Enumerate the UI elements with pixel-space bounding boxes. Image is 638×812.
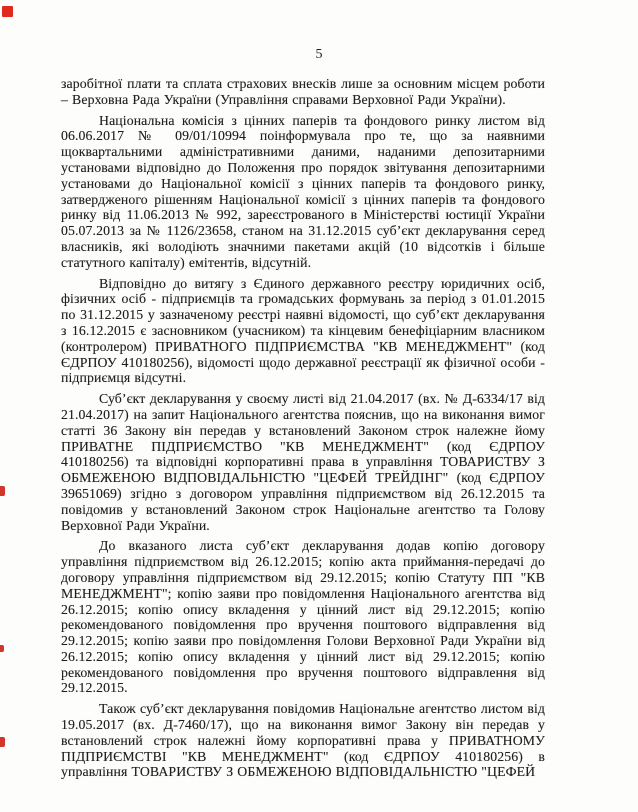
paragraph-securities-commission: Національна комісія з цінних паперів та фондового ринку листом від 06.06.2017 № 09/01/10994 поінформувала про те, що за наявними щоквартальними адміністративними даними, наданими депозитарними установами відповідно до Положення про порядок звітування депозитарними установами до Національної комісії з цінних паперів та фондового ринку, затвердженого рішенням Національної комісії з цінних паперів та фондового ринку від 11.06.2013 № 992, зареєстрованого в Міністерстві юстиції України 05.07.2013 за № 1126/23658, станом на 31.12.2015 суб’єкт декларування серед власників, які володіють значними пакетами акцій (10 відсотків і більше статутного капіталу) емітентів, відсутній. — [61, 112, 545, 270]
paragraph-attached-copies: До вказаного листа суб’єкт декларування додав копію договору управління підприємством від 26.12.2015; копію акта приймання-передачі до договору управління підприємством від 29.12.2015; копію Статуту ПП "КВ МЕНЕДЖМЕНТ"; копію заяви про повідомлення Національного агентства від 26.12.2015; копію опису вкладення у цінний лист від 29.12.2015; копію рекомендованого повідомлення про вручення поштового відправлення від 29.12.2015; копію заяви про повідомлення Голови Верховної Ради України від 26.12.2015; копію опису вкладення у цінний лист від 29.12.2015; копію рекомендованого повідомлення про вручення поштового відправлення від 29.12.2015. — [61, 538, 545, 696]
red-edge-mark — [0, 737, 5, 747]
red-edge-mark — [0, 486, 5, 496]
paragraph-declarant-letter-may: Також суб’єкт декларування повідомив Національне агентство листом від 19.05.2017 (вх. Д-7460/17), що на виконання вимог Закону він передав у встановлений строк належні йому корпоративні права у ПРИВАТНОМУ ПІДПРИЄМСТВІ "КВ МЕНЕДЖМЕНТ" (код ЄДРПОУ 410180256) в управління ТОВАРИСТВУ З ОБМЕЖЕНОЮ ВІДПОВІДАЛЬНІСТЮ "ЦЕФЕЙ — [61, 701, 545, 780]
paragraph-salary-continuation: заробітної плати та сплата страхових внесків лише за основним місцем роботи – Верховна Рада України (Управління справами Верховної Ради України). — [61, 76, 545, 107]
red-edge-mark — [0, 645, 4, 652]
red-corner-mark — [2, 6, 13, 17]
paragraph-declarant-letter-april: Суб’єкт декларування у своєму листі від 21.04.2017 (вх. № Д-6334/17 від 21.04.2017) на запит Національного агентства пояснив, що на виконання вимог статті 36 Закону він передав у встановлений Законом строк належне йому ПРИВАТНЕ ПІДПРИЄМСТВО "КВ МЕНЕДЖМЕНТ" (код ЄДРПОУ 410180256) та відповідні корпоративні права в управління ТОВАРИСТВУ З ОБМЕЖЕНОЮ ВІДПОВІДАЛЬНІСТЮ "ЦЕФЕЙ ТРЕЙДІНГ" (код ЄДРПОУ 39651069) згідно з договором управління підприємством від 26.12.2015 та повідомив у встановлений Законом строк Національне агентство та Голову Верховної Ради України. — [61, 391, 545, 533]
paragraph-state-register: Відповідно до витягу з Єдиного державного реєстру юридичних осіб, фізичних осіб - підприємців та громадських формувань за період з 01.01.2015 по 31.12.2015 у зазначеному реєстрі наявні відомості, що суб’єкт декларування з 16.12.2015 є засновником (учасником) та кінцевим бенефіціарним власником (контролером) ПРИВАТНОГО ПІДПРИЄМСТВА "КВ МЕНЕДЖМЕНТ" (код ЄДРПОУ 410180256), відомості щодо державної реєстрації як фізичної особи - підприємця відсутні. — [61, 275, 545, 386]
page-number: 5 — [315, 47, 323, 62]
document-body — [61, 76, 545, 785]
